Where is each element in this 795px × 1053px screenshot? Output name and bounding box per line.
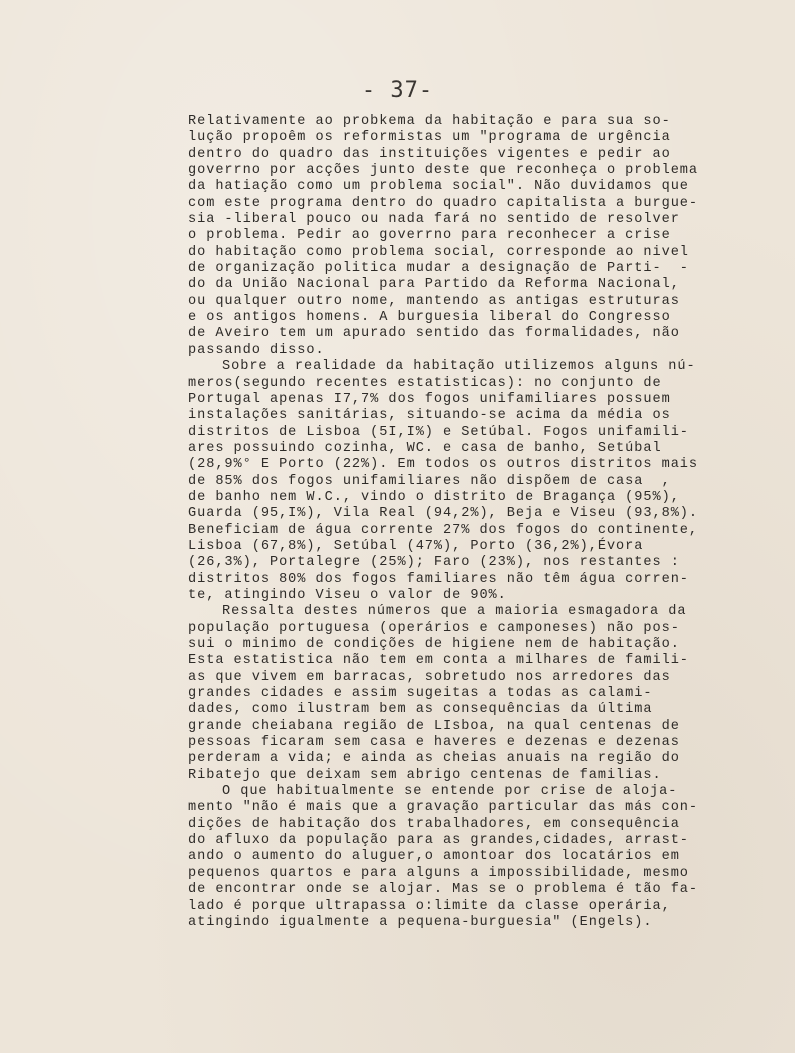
text-line: o problema. Pedir ao goverrno para reconhecer a crise [188,228,671,244]
text-line: as que vivem em barracas, sobretudo nos arredores das [188,669,671,685]
text-line: com este programa dentro do quadro capitalista a burgue- [188,195,699,211]
text-line: da hatiação como um problema social". Não duvidamos que [188,179,689,195]
paragraph [188,784,758,931]
text-line: sui o minimo de condições de higiene nem de habitação. [188,637,680,652]
text-line: Ribatejo que deixam sem abrigo centenas de familias. [188,767,662,783]
text-line: do afluxo da população para as grandes,cidades, arrast- [188,833,689,849]
text-line: Portugal apenas I7,7% dos fogos unifamiliares possuem [188,391,671,407]
text-line: distritos de Lisboa (5I,I%) e Setúbal. Fogos unifamili- [188,424,689,440]
paragraph [188,114,758,359]
text-line: do habitação como problema social, corresponde ao nivel [188,244,689,260]
text-line: Lisboa (67,8%), Setúbal (47%), Porto (36,2%),Évora [188,538,644,554]
text-line: (28,9%° E Porto (22%). Em todos os outros distritos mais [188,457,699,473]
text-line: perderam a vida; e ainda as cheias anuais na região do [188,751,680,767]
text-line: instalações sanitárias, situando-se acima da média os [188,408,671,424]
text-line: ando o aumento do aluguer,o amontoar dos locatários em [188,849,680,865]
text-line: atingindo igualmente a pequena-burguesia" (Engels). [188,914,653,930]
text-line: mento "não é mais que a gravação particular das más con- [188,800,699,816]
text-line: de organização politica mudar a designação de Parti- - [188,261,689,277]
text-line: de encontrar onde se alojar. Mas se o problema é tão fa- [188,882,699,898]
text-line: ares possuindo cozinha, WC. e casa de banho, Setúbal [188,440,662,456]
text-line: passando disso. [188,342,325,358]
body-text [188,114,758,931]
text-line: grande cheiabana região de LIsboa, na qual centenas de [188,718,680,734]
page-number: - 37- [361,78,434,103]
text-line: de 85% dos fogos unifamiliares não dispõem de casa , [188,473,671,489]
text-line: Beneficiam de água corrente 27% dos fogos do continente, [188,522,699,538]
text-line: Relativamente ao probkema da habitação e para sua so- [188,114,671,129]
text-line: lado é porque ultrapassa o:limite da classe operária, [188,898,671,914]
text-line: goverrno por acções junto deste que reconheça o problema [188,163,699,179]
text-line: de Aveiro tem um apurado sentido das formalidades, não [188,326,680,342]
text-line: Ressalta destes números que a maioria esmagadora da [222,604,687,620]
text-line: sia -liberal pouco ou nada fará no sentido de resolver [188,212,680,228]
text-line: dições de habitação dos trabalhadores, em consequência [188,816,680,832]
text-line: e os antigos homens. A burguesia liberal do Congresso [188,310,671,326]
text-line: ou qualquer outro nome, mantendo as antigas estruturas [188,293,680,309]
text-line: Sobre a realidade da habitação utilizemos alguns nú- [222,359,696,375]
text-line: lução propoêm os reformistas um "programa de urgência [188,130,671,146]
text-line: população portuguesa (operários e camponeses) não pos- [188,620,680,636]
text-line: grandes cidades e assim sugeitas a todas as calami- [188,686,653,702]
text-line: te, atingindo Viseu o valor de 90%. [188,587,507,603]
text-line: dades, como ilustram bem as consequências da última [188,702,653,718]
text-line: pessoas ficaram sem casa e haveres e dezenas e dezenas [188,735,680,751]
text-line: (26,3%), Portalegre (25%); Faro (23%), nos restantes : [188,555,680,571]
text-line: distritos 80% dos fogos familiares não têm água corren- [188,571,689,587]
text-line: O que habitualmente se entende por crise de aloja- [222,784,678,800]
text-line: dentro do quadro das instituições vigentes e pedir ao [188,146,671,162]
text-line: meros(segundo recentes estatisticas): no conjunto de [188,375,662,391]
paragraph [188,604,758,784]
text-line: de banho nem W.C., vindo o distrito de Bragança (95%), [188,489,680,505]
text-line: do da União Nacional para Partido da Reforma Nacional, [188,277,680,293]
text-line: Guarda (95,I%), Vila Real (94,2%), Beja e Viseu (93,8%). [188,506,699,522]
text-line: Esta estatistica não tem em conta a milhares de famili- [188,653,689,669]
paragraph [188,359,758,604]
text-line: pequenos quartos e para alguns a impossibilidade, mesmo [188,865,689,881]
